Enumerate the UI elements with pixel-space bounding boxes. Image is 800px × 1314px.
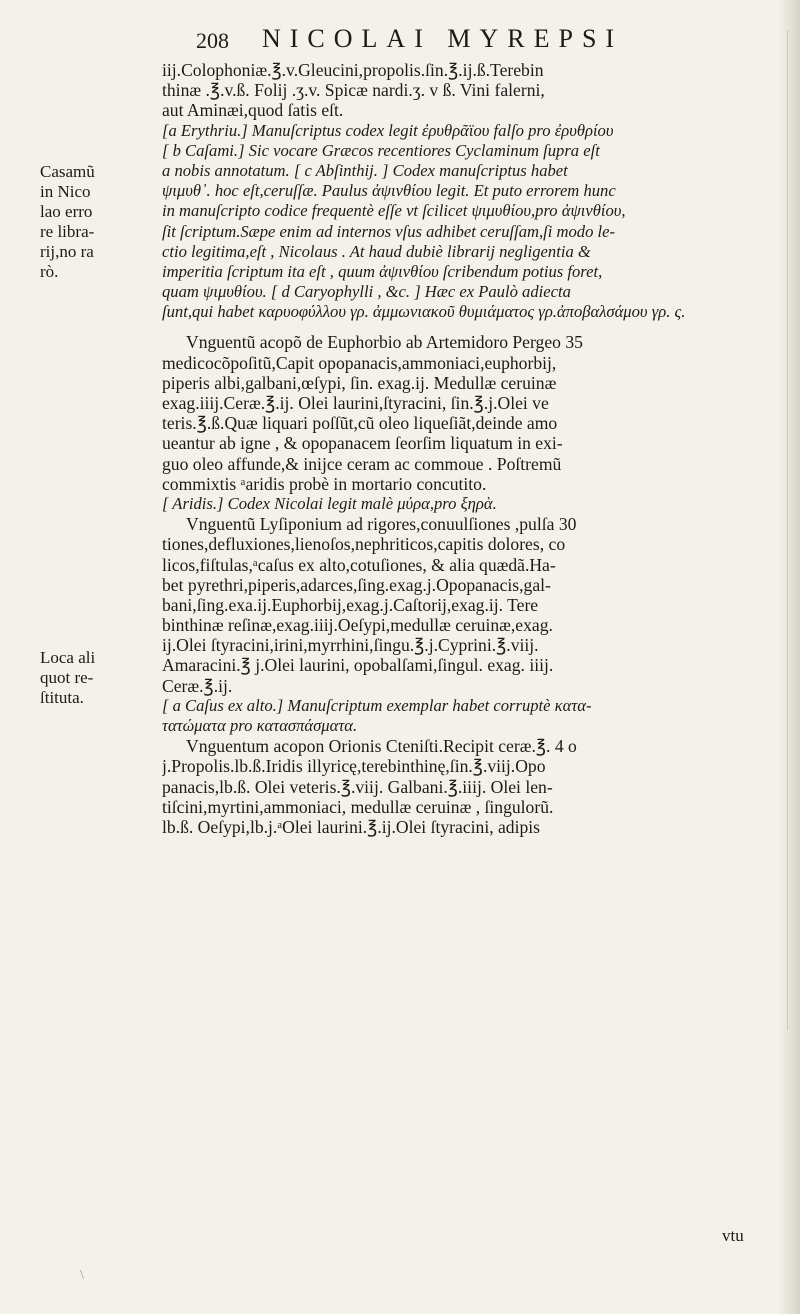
text-line: commixtis ᵃaridis probè in mortario concutito.: [162, 473, 487, 494]
text-line: iij.Colophoniæ.℥.v.Gleucini,propolis.ſin.℥.ij.ß.Terebin: [162, 60, 544, 80]
annotation-line: ſunt,qui habet καρυοφύλλου γρ. ἀμμωνιακοῦ θυμιάματος γρ.ἀποβαλσάμου γρ. ς.: [162, 302, 686, 322]
text-line: ueantur ab igne , & opopanacem ſeorſim liquatum in exi-: [162, 433, 563, 454]
margin-note-line: Loca ali: [40, 648, 96, 667]
text-line: aut Aminæi,quod ſatis eſt.: [162, 100, 344, 121]
text-line: tiones,defluxiones,lienoſos,nephriticos,capitis dolores, co: [162, 534, 566, 555]
text-line: exag.iiij.Ceræ.℥.ij. Olei laurini,ſtyracini, ſin.℥.j.Olei ve: [162, 393, 549, 413]
margin-note-line: lao erro: [40, 202, 93, 221]
margin-note-line: re libra-: [40, 222, 95, 241]
text-line: guo oleo affunde,& inijce ceram ac commoue . Poſtremũ: [162, 453, 562, 474]
spacer: [162, 322, 760, 332]
annotation-line: imperitia ſcriptum ita eſt , quum ἀψινθίου ſcribendum potius foret,: [162, 261, 603, 281]
text-line: piperis albi,galbani,œſypi, ſin. exag.ij. Medullæ ceruinæ: [162, 372, 557, 393]
text-line: binthinæ reſinæ,exag.iiij.Oeſypi,medullæ ceruinæ,exag.: [162, 615, 553, 636]
text-line: teris.℥.ß.Quæ liquari poſſũt,cũ oleo liqueſiãt,deinde amo: [162, 413, 558, 434]
text-line: Amaracini.℥ j.Olei laurini, opobalſami,ſingul. exag. iiij.: [162, 655, 554, 676]
margin-note-line: quot re-: [40, 668, 94, 687]
corner-mark: \: [80, 1268, 84, 1283]
annotation-line: ſit ſcriptum.Sæpe enim ad internos vſus adhibet ceruſſam,ſi modo le-: [162, 221, 616, 241]
page-number: 208: [196, 28, 229, 53]
annotation-line: in manuſcripto codice frequentè eſſe vt ſcilicet ψιμυθίου,pro ἀψινθίου,: [162, 201, 626, 221]
margin-note-1: [40, 162, 95, 282]
body-text: [162, 60, 760, 837]
annotation-line: [ a Caſus ex alto.] Manuſcriptum exemplar habet corruptè κατα-: [162, 695, 592, 715]
annotation-line: [a Erythriu.] Manuſcriptus codex legit ἐρυθρᾶϊου falſo pro ἐρυθρίου: [162, 120, 614, 140]
text-line: medicocõpoſitũ,Capit opopanacis,ammoniaci,euphorbij,: [162, 352, 557, 373]
text-line: lb.ß. Oeſypi,lb.j.ᵃOlei laurini.℥.ij.Olei ſtyracini, adipis: [162, 816, 541, 837]
text-line: thinæ .℥.v.ß. Folij .ʒ.v. Spicæ nardi.ʒ. v ß. Vini falerni,: [162, 80, 545, 101]
margin-note-line: in Nico: [40, 182, 91, 201]
running-head: NICOLAI MYREPSI: [262, 24, 624, 53]
text-line: bet pyrethri,piperis,adarces,ſing.exag.j.Opopanacis,gal-: [162, 574, 551, 595]
text-line: bani,ſing.exa.ij.Euphorbij,exag.j.Caſtorij,exag.ij. Tere: [162, 594, 539, 615]
text-line: licos,fiſtulas,ᵃcaſus ex alto,cotuſiones, & alia quædã.Ha-: [162, 554, 556, 575]
text-line: Ceræ.℥.ij.: [162, 675, 233, 696]
text-line: tiſcini,myrtini,ammoniaci, medullæ ceruinæ , ſingulorũ.: [162, 796, 554, 817]
text-line: Vnguentũ Lyſiponium ad rigores,conuulſiones ,pulſa 30: [186, 514, 577, 535]
annotation-line: [ b Caſami.] Sic vocare Græcos recentiores Cyclaminum ſupra eſt: [162, 140, 600, 160]
annotation-line: [ Aridis.] Codex Nicolai legit malè μύρα,pro ξηρὰ.: [162, 493, 497, 513]
catchword: vtu: [722, 1226, 744, 1245]
margin-note-2: [40, 648, 95, 708]
margin-note-line: rij,no ra: [40, 242, 94, 261]
margin-note-line: rò.: [40, 262, 59, 281]
annotation-line: τατώματα pro κατασπάσματα.: [162, 716, 358, 735]
annotation-line: a nobis annotatum. [ c Abſinthij. ] Codex manuſcriptus habet: [162, 160, 568, 180]
page-edge-shadow: [778, 0, 800, 1314]
text-line: Vnguentũ acopõ de Euphorbio ab Artemidoro Pergeo 35: [186, 332, 583, 353]
margin-note-line: ſtituta.: [40, 688, 84, 707]
annotation-line: ctio legitima,eſt , Nicolaus . At haud dubiè librarij negligentia &: [162, 241, 591, 261]
page-edge-line: [787, 30, 788, 1030]
text-line: ij.Olei ſtyracini,irini,myrrhini,ſingu.℥.j.Cyprini.℥.viij.: [162, 635, 539, 656]
text-line: panacis,lb.ß. Olei veteris.℥.viij. Galbani.℥.iiij. Olei len-: [162, 776, 553, 797]
margin-note-line: Casamũ: [40, 162, 95, 181]
text-line: Vnguentum acopon Orionis Cteniſti.Recipit ceræ.℥. 4 o: [186, 736, 577, 757]
text-line: j.Propolis.lb.ß.Iridis illyricę,terebinthinę,ſin.℥.viij.Opo: [162, 756, 546, 777]
annotation-line: ψιμυθ᾽. hoc eſt,ceruſſæ. Paulus ἀψινθίου legit. Et puto errorem hunc: [162, 181, 616, 201]
annotation-line: quam ψιμυθίου. [ d Caryophylli , &c. ] Hæc ex Paulò adiecta: [162, 282, 571, 302]
